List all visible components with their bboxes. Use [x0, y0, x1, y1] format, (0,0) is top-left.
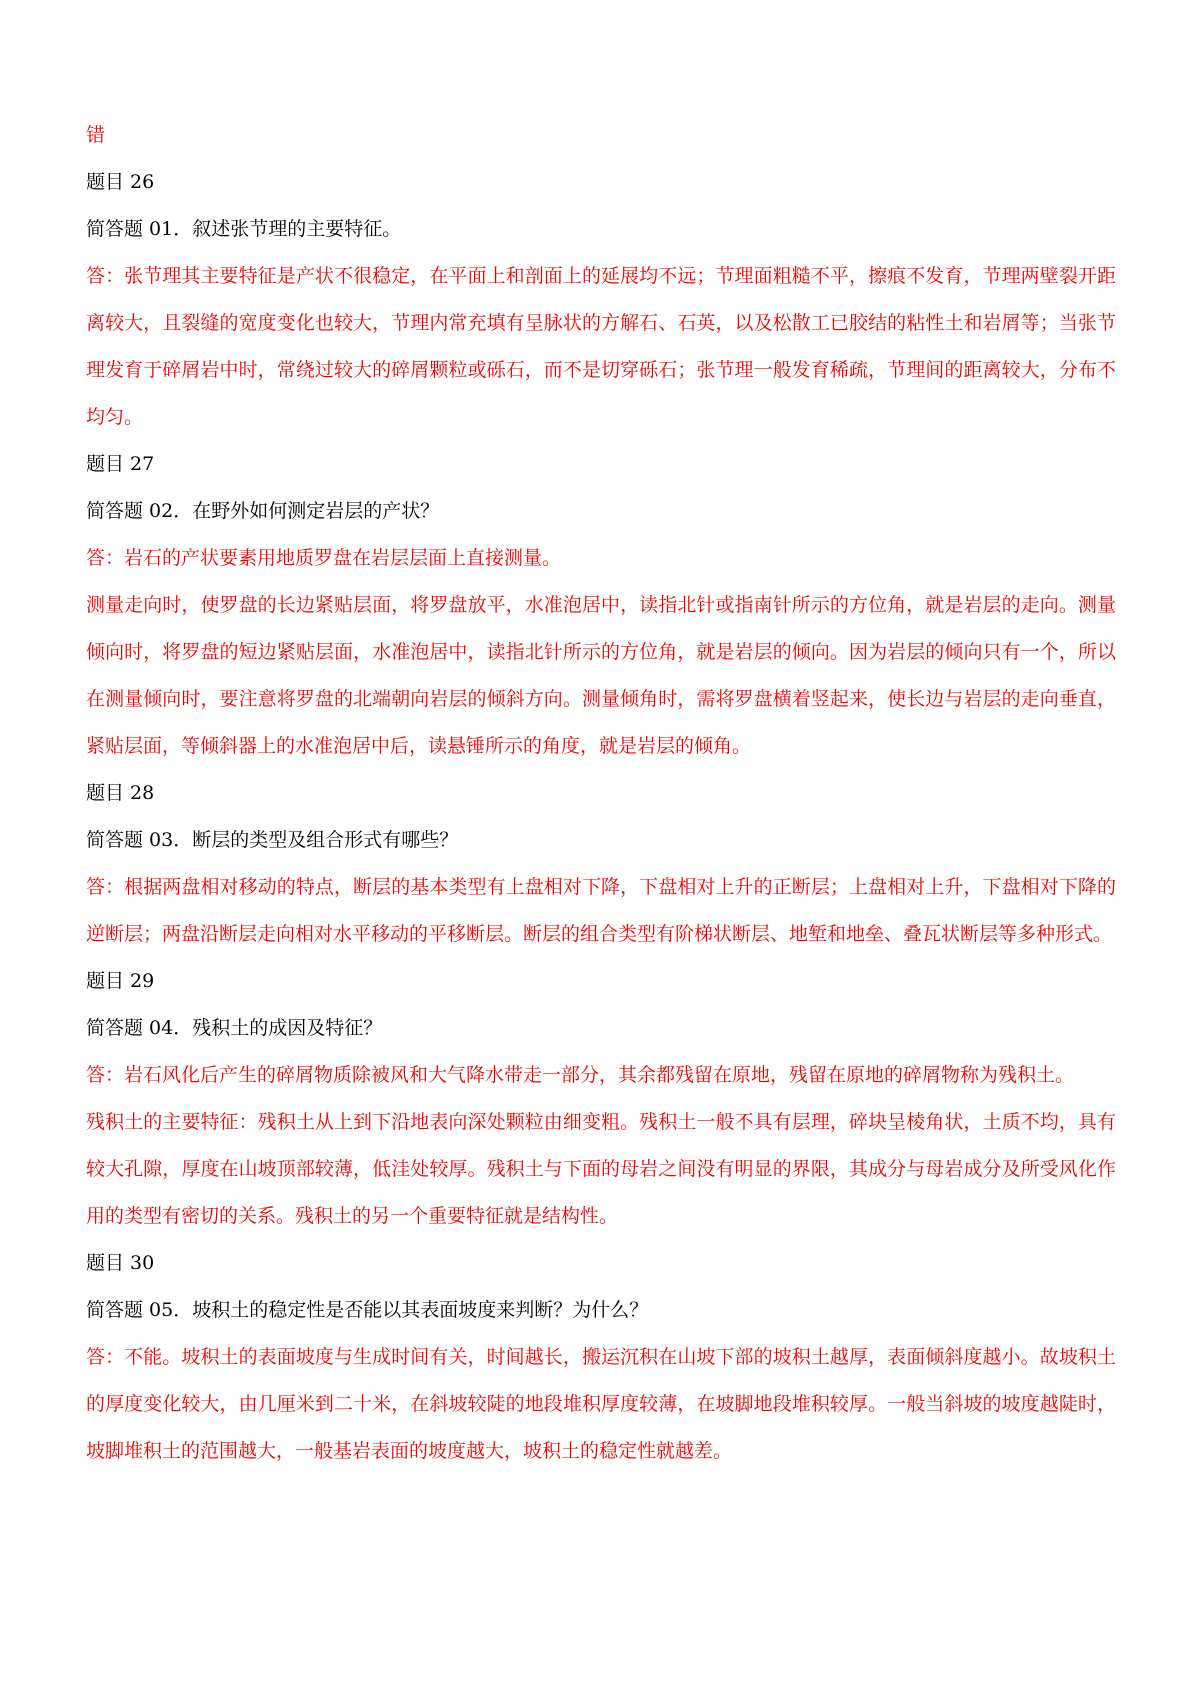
question-28-text: 简答题 03．断层的类型及组合形式有哪些？: [86, 829, 459, 851]
question-29-title: 题目 29: [86, 970, 155, 992]
question-26-title: 题目 26: [86, 171, 155, 193]
question-27-answer-detail: 测量走向时，使罗盘的长边紧贴层面，将罗盘放平，水准泡居中，读指北针或指南针所示的方位角，就是岩层的走向。测量倾向时，将罗盘的短边紧贴层面，水准泡居中，读指北针所示的方位角，就是岩层的倾向。因为岩层的倾向只有一个，所以在测量倾向时，要注意将罗盘的北端朝向岩层的倾斜方向。测量倾角时，需将罗盘横着竖起来，使长边与岩层的走向垂直，紧贴层面，等倾斜器上的水准泡居中后，读悬锤所示的角度，就是岩层的倾角。: [86, 594, 1116, 757]
question-26-text: 简答题 01．叙述张节理的主要特征。: [86, 218, 402, 240]
question-27-answer: 答：岩石的产状要素用地质罗盘在岩层层面上直接测量。: [86, 547, 562, 569]
question-29-answer-detail: 残积土的主要特征：残积土从上到下沿地表向深处颗粒由细变粗。残积土一般不具有层理，碎块呈棱角状，土质不均，具有较大孔隙，厚度在山坡顶部较薄，低洼处较厚。残积土与下面的母岩之间没有明显的界限，其成分与母岩成分及所受风化作用的类型有密切的关系。残积土的另一个重要特征就是结构性。: [86, 1111, 1116, 1227]
question-30-title: 题目 30: [86, 1252, 155, 1274]
question-27-text: 简答题 02．在野外如何测定岩层的产状？: [86, 500, 440, 522]
previous-answer: 错: [86, 124, 106, 146]
question-27-title: 题目 27: [86, 453, 155, 475]
question-26-answer: 答：张节理其主要特征是产状不很稳定，在平面上和剖面上的延展均不远；节理面粗糙不平，擦痕不发育，节理两壁裂开距离较大，且裂缝的宽度变化也较大，节理内常充填有呈脉状的方解石、石英，以及松散工已胶结的粘性土和岩屑等；当张节理发育于碎屑岩中时，常绕过较大的碎屑颗粒或砾石，而不是切穿砾石；张节理一般发育稀疏，节理间的距离较大，分布不均匀。: [86, 265, 1116, 428]
question-28-title: 题目 28: [86, 782, 155, 804]
question-29-text: 简答题 04．残积土的成因及特征？: [86, 1017, 383, 1039]
question-30-text: 简答题 05．坡积土的稳定性是否能以其表面坡度来判断？为什么？: [86, 1299, 649, 1321]
question-30-answer: 答：不能。坡积土的表面坡度与生成时间有关，时间越长，搬运沉积在山坡下部的坡积土越厚，表面倾斜度越小。故坡积土的厚度变化较大，由几厘米到二十米，在斜坡较陡的地段堆积厚度较薄，在坡脚地段堆积较厚。一般当斜坡的坡度越陡时，坡脚堆积土的范围越大，一般基岩表面的坡度越大，坡积土的稳定性就越差。: [86, 1346, 1116, 1462]
document-page: [86, 112, 1116, 1475]
question-28-answer: 答：根据两盘相对移动的特点，断层的基本类型有上盘相对下降，下盘相对上升的正断层；上盘相对上升，下盘相对下降的逆断层；两盘沿断层走向相对水平移动的平移断层。断层的组合类型有阶梯状断层、地堑和地垒、叠瓦状断层等多种形式。: [86, 876, 1116, 945]
question-29-answer: 答：岩石风化后产生的碎屑物质除被风和大气降水带走一部分，其余都残留在原地，残留在原地的碎屑物称为残积土。: [86, 1064, 1075, 1086]
